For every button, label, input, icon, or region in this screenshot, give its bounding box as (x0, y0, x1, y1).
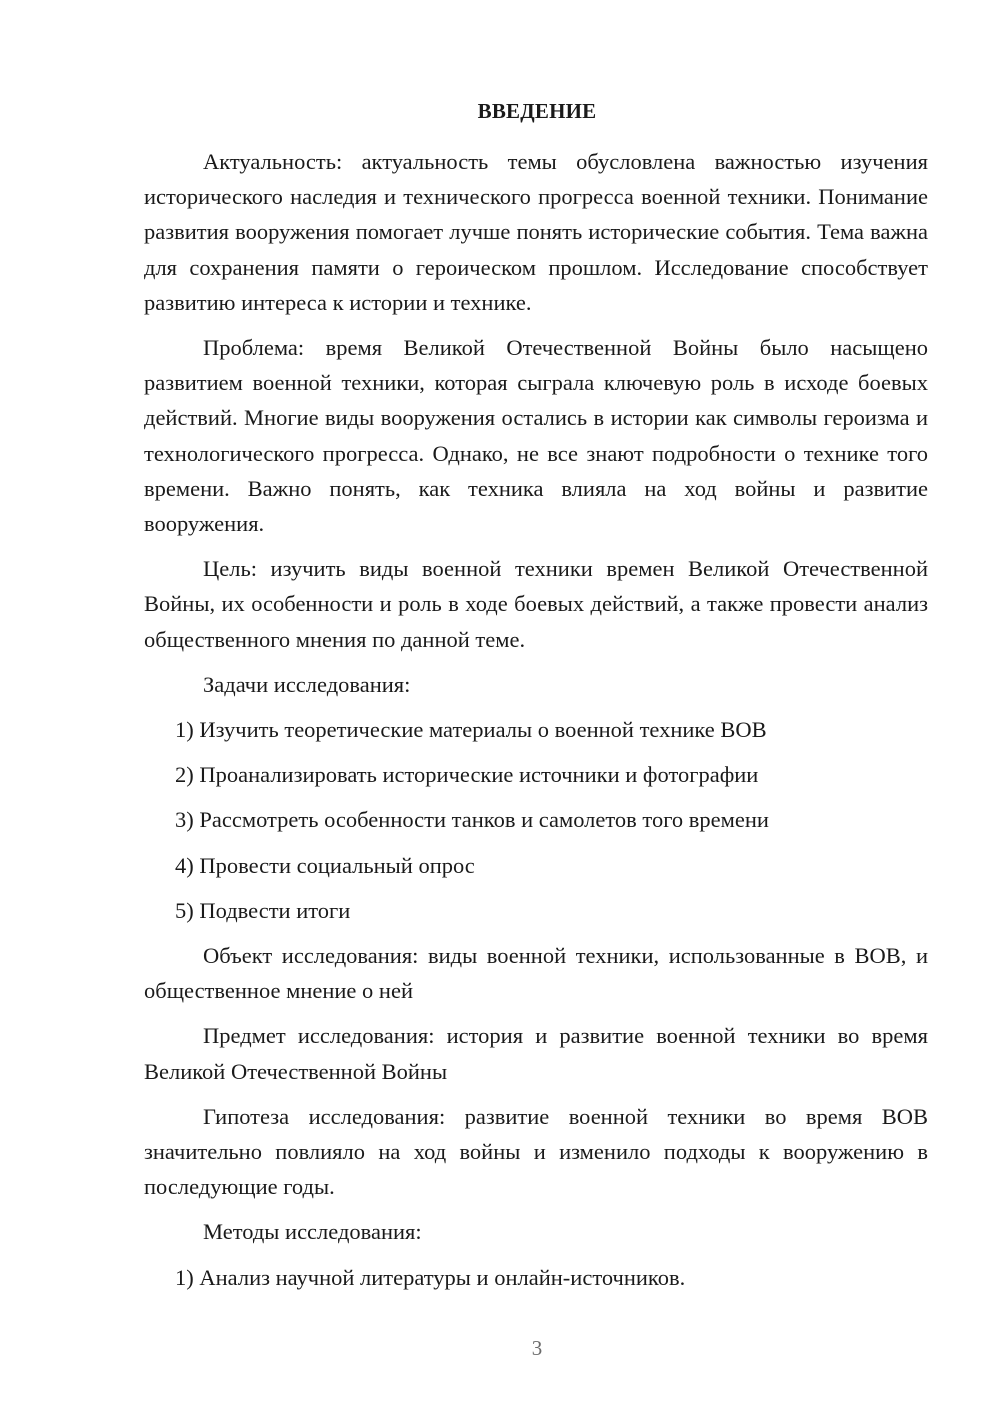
paragraph-subject: Предмет исследования: история и развитие военной техники во время Великой Отечественной Войны (144, 1023, 928, 1084)
paragraph-goal: Цель: изучить виды военной техники времен Великой Отечественной Войны, их особенности и роль в ходе боевых действий, а также провести анализ общественного мнения по данной теме. (144, 556, 928, 652)
tasks-heading: Задачи исследования: (203, 671, 411, 697)
task-list-item: 1) Изучить теоретические материалы о военной технике ВОВ (175, 717, 767, 743)
paragraph-relevance: Актуальность: актуальность темы обусловлена важностью изучения исторического наследия и технического прогресса военной техники. Понимание развития вооружения помогает лучше понять исторические события. Тема важна для сохранения памяти о героическом прошлом. Исследование способствует развитию интереса к истории и технике. (144, 149, 928, 315)
page-number: 3 (531, 1336, 543, 1360)
method-list-item: 1) Анализ научной литературы и онлайн-источников. (175, 1264, 686, 1290)
task-list-item: 5) Подвести итоги (175, 897, 351, 923)
document-body (144, 144, 928, 1295)
task-list-item: 3) Рассмотреть особенности танков и самолетов того времени (175, 807, 769, 833)
paragraph-object: Объект исследования: виды военной техники, использованные в ВОВ, и общественное мнение о ней (144, 943, 928, 1004)
page-title: ВВЕДЕНИЕ (477, 99, 597, 123)
methods-heading: Методы исследования: (203, 1219, 422, 1245)
paragraph-problem: Проблема: время Великой Отечественной Войны было насыщено развитием военной техники, которая сыграла ключевую роль в исходе боевых действий. Многие виды вооружения остались в истории как символы героизма и технологического прогресса. Однако, не все знают подробности о технике того времени. Важно понять, как техника влияла на ход войны и развитие вооружения. (144, 335, 928, 537)
paragraph-hypothesis: Гипотеза исследования: развитие военной техники во время ВОВ значительно повлияло на ход войны и изменило подходы к вооружению в последующие годы. (144, 1103, 928, 1200)
task-list-item: 2) Проанализировать исторические источники и фотографии (175, 762, 759, 788)
task-list-item: 4) Провести социальный опрос (175, 852, 475, 878)
